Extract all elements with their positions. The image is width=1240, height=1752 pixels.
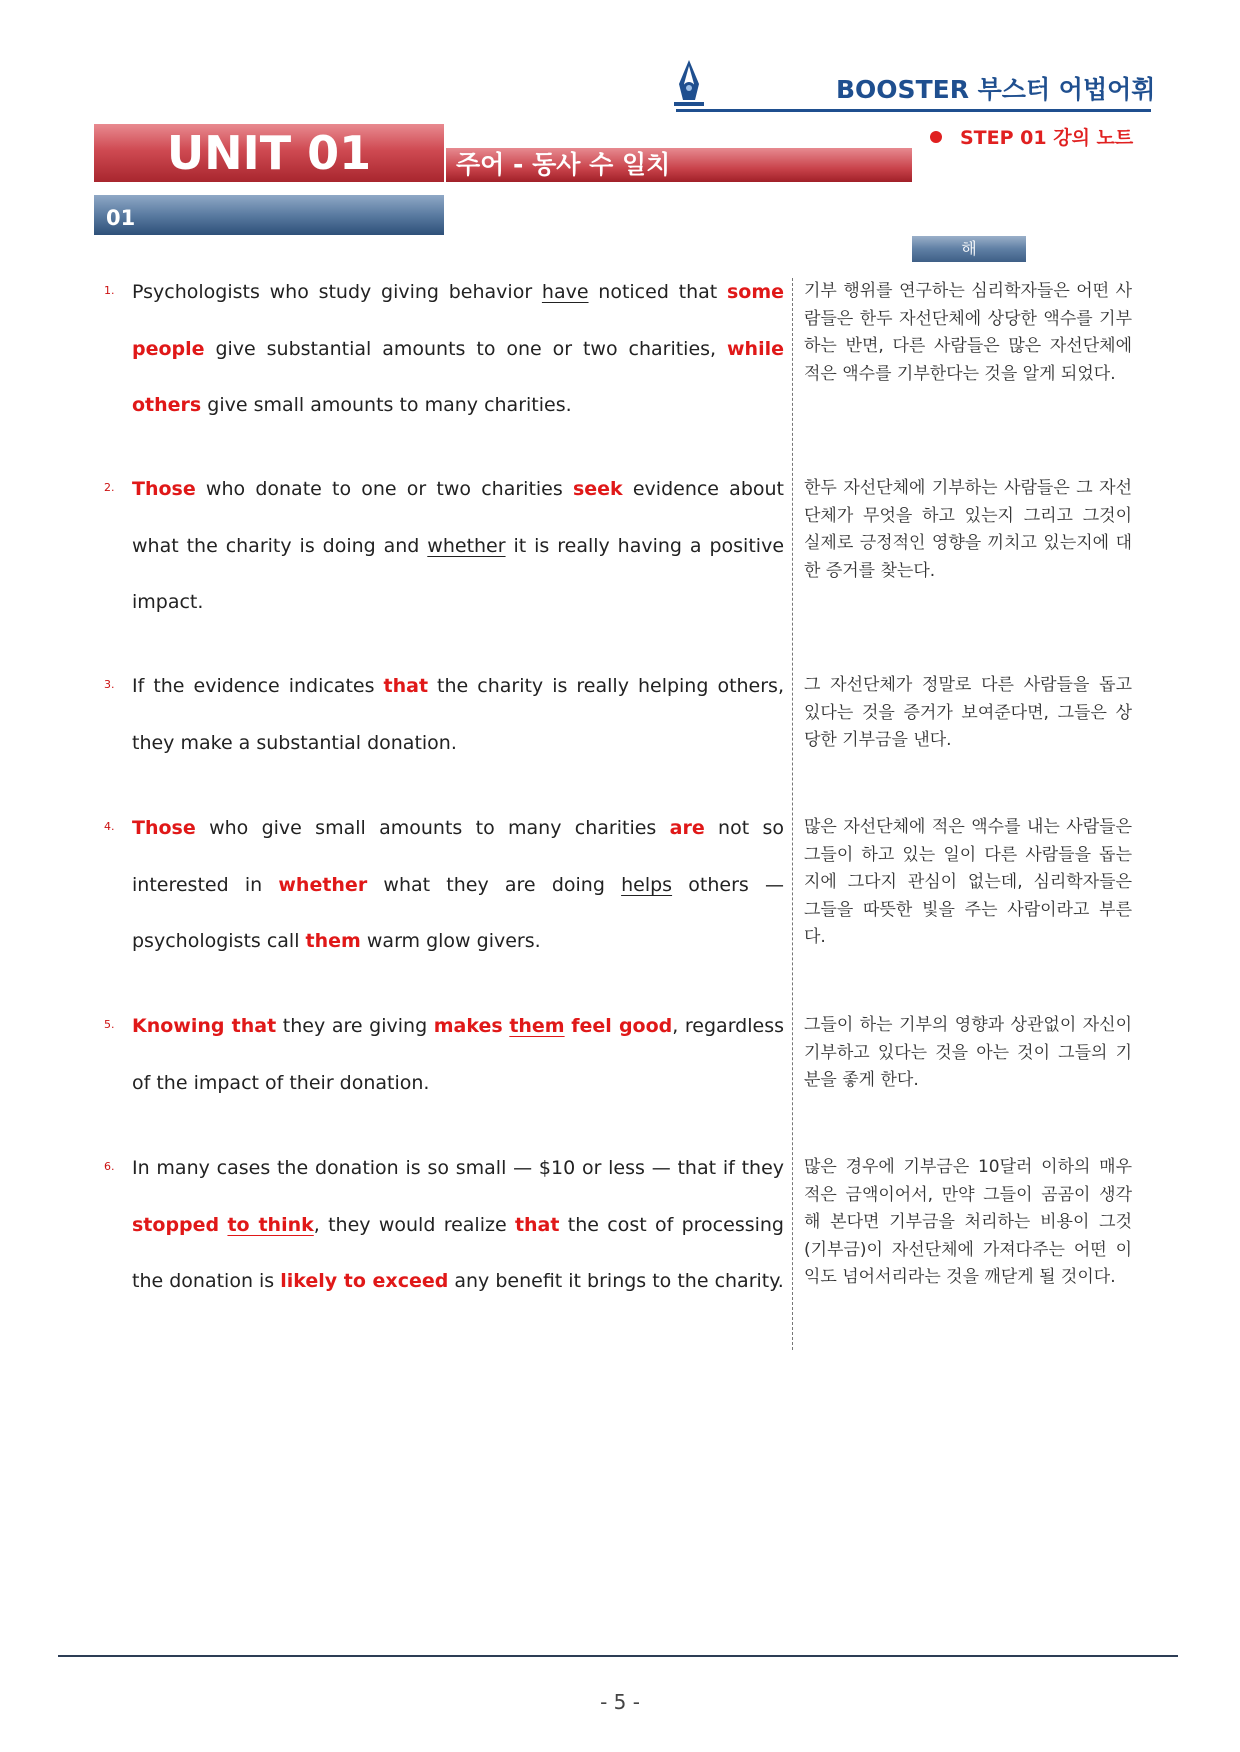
sentence-text: it is really having a positive impact. xyxy=(132,534,785,613)
item-number: 5. xyxy=(104,1018,115,1031)
highlighted-phrase: that xyxy=(383,675,429,697)
english-sentence xyxy=(132,1140,784,1310)
english-sentence xyxy=(132,800,784,970)
highlighted-phrase: them xyxy=(305,930,361,952)
sentence-text: not so interested in xyxy=(132,817,784,896)
english-sentence xyxy=(132,264,784,434)
highlighted-phrase: while others xyxy=(132,337,784,416)
header-rule xyxy=(676,109,1151,112)
section-number: 01 xyxy=(94,195,444,235)
highlighted-underlined-phrase: them xyxy=(509,1015,565,1037)
sentence-text: noticed that xyxy=(588,281,727,303)
sentence-text: the cost of processing the donation is xyxy=(132,1213,784,1292)
underlined-phrase: whether xyxy=(427,534,506,557)
highlighted-phrase: feel good xyxy=(571,1015,673,1037)
footer-rule xyxy=(58,1655,1178,1657)
item-number: 4. xyxy=(104,820,115,833)
english-sentence xyxy=(132,998,784,1111)
sentence-text: what they are doing xyxy=(367,873,622,896)
sentence-text: warm glow givers. xyxy=(360,930,541,952)
highlighted-phrase: whether xyxy=(278,873,368,896)
step-text: STEP 01 강의 노트 xyxy=(960,127,1134,149)
korean-translation: 많은 경우에 기부금은 10달러 이하의 매우 적은 금액이어서, 만약 그들이 곰곰이 생각해 본다면 기부금을 처리하는 비용이 그것(기부금)이 자선단체에 가져다주는 어떤 이익도 넘어서리라는 것을 깨닫게 될 것이다. xyxy=(804,1157,1132,1287)
highlighted-phrase: seek xyxy=(572,478,623,500)
korean-translation: 기부 행위를 연구하는 심리학자들은 어떤 사람들은 한두 자선단체에 상당한 액수를 기부하는 반면, 다른 사람들은 많은 자선단체에 적은 액수를 기부한다는 것을 알게 되었다. xyxy=(804,281,1132,384)
brand-title: BOOSTER 부스터 어법어휘 xyxy=(836,75,1156,104)
sentence-text: any benefit it brings to the charity. xyxy=(448,1270,784,1292)
unit-subtitle: 주어 - 동사 수 일치 xyxy=(446,148,912,182)
highlighted-phrase: some people xyxy=(132,281,785,360)
korean-translation: 한두 자선단체에 기부하는 사람들은 그 자선단체가 무엇을 하고 있는지 그리고 그것이 실제로 긍정적인 영향을 끼치고 있는지에 대한 증거를 찾는다. xyxy=(804,478,1132,581)
unit-title: UNIT 01 xyxy=(94,124,444,182)
item-number: 2. xyxy=(104,481,115,494)
sentence-text: If the evidence indicates xyxy=(132,675,384,697)
highlighted-phrase: likely to exceed xyxy=(280,1270,449,1292)
underlined-phrase: helps xyxy=(621,873,673,896)
highlighted-phrase: makes xyxy=(433,1015,503,1037)
highlighted-phrase: stopped xyxy=(132,1213,220,1236)
sentence-text: give small amounts to many charities. xyxy=(201,394,572,416)
highlighted-phrase: Knowing that xyxy=(132,1015,277,1037)
sentence-text: who give small amounts to many charities xyxy=(195,817,670,839)
underlined-phrase: have xyxy=(541,281,589,303)
sentence-text: In many cases the donation is so small — $10 or less — that if they xyxy=(132,1157,784,1179)
item-number: 6. xyxy=(104,1160,115,1173)
sentence-text: who donate to one or two charities xyxy=(195,478,573,500)
translation-label: 해 석 xyxy=(912,236,1026,262)
english-sentence xyxy=(132,461,784,631)
sentence-text: they are giving xyxy=(276,1015,434,1037)
korean-translation: 그들이 하는 기부의 영향과 상관없이 자신이 기부하고 있다는 것을 아는 것이 그들의 기분을 좋게 한다. xyxy=(804,1015,1132,1090)
bullet-dot-icon xyxy=(930,131,942,143)
korean-translation: 많은 자선단체에 적은 액수를 내는 사람들은 그들이 하고 있는 일이 다른 사람들을 돕는지에 그다지 관심이 없는데, 심리학자들은 그들을 따뜻한 빛을 주는 사람이라고 부른다. xyxy=(804,817,1132,947)
page-number: - 5 - xyxy=(600,1690,640,1714)
sentence-text: give substantial amounts to one or two charities, xyxy=(204,337,727,360)
sentence-text: Psychologists who study giving behavior xyxy=(132,281,542,303)
english-sentence xyxy=(132,658,784,771)
sentence-text: evidence about what the charity is doing and xyxy=(132,478,784,557)
sentence-text: , regardless of the impact of their donation. xyxy=(132,1015,785,1094)
sentence-text: the charity is really helping others, they make a substantial donation. xyxy=(132,675,784,754)
highlighted-underlined-phrase: to think xyxy=(227,1213,314,1236)
item-number: 3. xyxy=(104,678,115,691)
korean-translation: 그 자선단체가 정말로 다른 사람들을 돕고 있다는 것을 증거가 보여준다면, 그들은 상당한 기부금을 낸다. xyxy=(804,675,1132,750)
highlighted-phrase: Those xyxy=(132,478,196,500)
fountain-pen-logo-icon xyxy=(668,58,710,108)
step-label xyxy=(930,123,1133,150)
sentence-text: , they would realize xyxy=(313,1213,515,1236)
sentence-text: others — psychologists call xyxy=(132,873,784,952)
item-number: 1. xyxy=(104,284,115,297)
highlighted-phrase: Those xyxy=(132,817,196,839)
highlighted-phrase: that xyxy=(514,1213,560,1236)
highlighted-phrase: are xyxy=(669,817,705,839)
column-divider xyxy=(792,278,793,1350)
